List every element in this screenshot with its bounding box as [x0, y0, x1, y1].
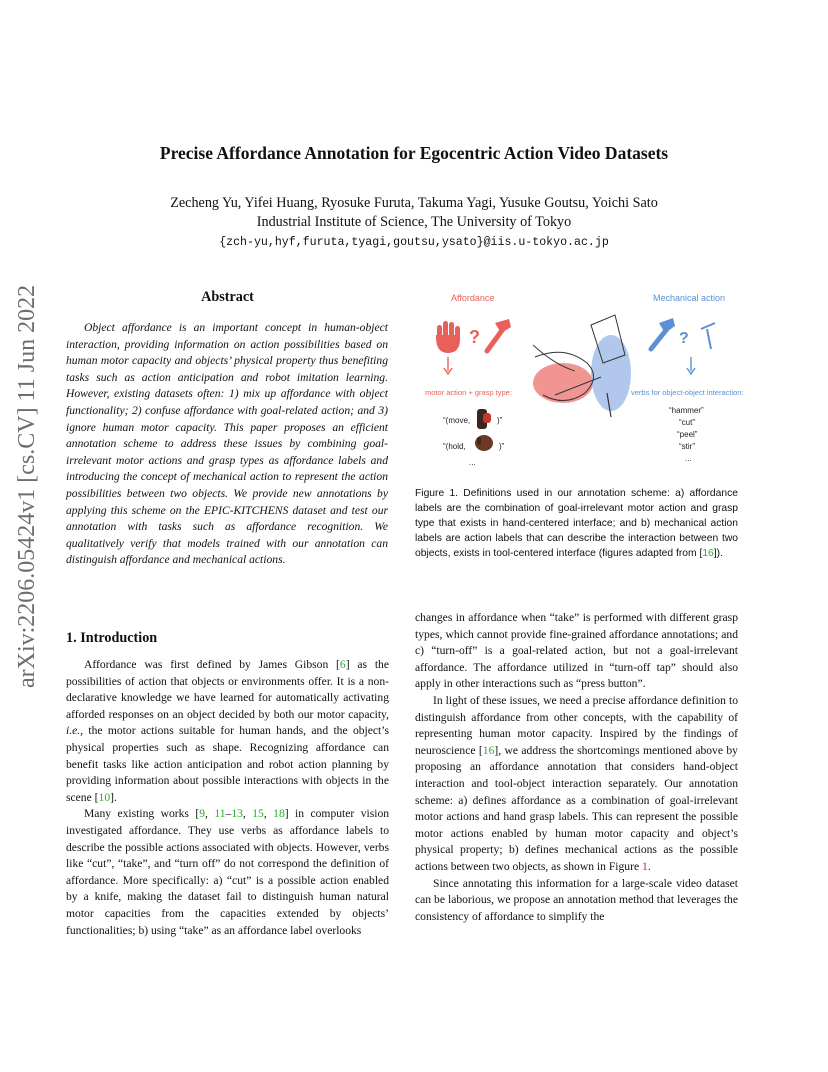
intro-paragraph-5: Since annotating this information for a large-scale video dataset can be laborious, we propose an annotation method that leverages the consistency of affordance to simplify the [415, 876, 738, 923]
nail-icon [701, 323, 715, 349]
citation-link[interactable]: 9 [199, 807, 206, 821]
figure-label-affordance: Affordance [451, 293, 495, 303]
abstract-section [66, 289, 389, 306]
figure-1-caption: Figure 1. Definitions used in our annotation scheme: a) affordance labels are the combination of goal-irrelevant motor action and grasp type that exists in hand-centered interface; and b) mechanical action labels are action labels that can describe the interaction between two objects, exists in tool-centered interface (figures adapted from [16]). [415, 488, 738, 559]
affordance-ellipsis: ... [469, 458, 476, 467]
grasp-hand-icon [477, 409, 491, 429]
intro-paragraph-1: Affordance was first defined by James Gibson [6] as the possibilities of action that objects or environments offer. It is a non-declarative knowledge we have learned for automatically activating afforded responses on an object decided by both our motor capacity, i.e., the motor actions suitable for human hands, and the object’s physical properties such as shape. Recognizing affordance can benefit tasks like action anticipation and robot action planning by providing information about possible interactions with objects in the scene [10]. [66, 658, 389, 804]
arxiv-sidebar-stamp [14, 284, 52, 690]
verb-cut: “cut” [679, 418, 695, 427]
hand-holding-hammer-illustration [533, 315, 631, 417]
figure-1-illustration [415, 285, 765, 475]
verb-stir: “stir” [679, 442, 695, 451]
affordance-example-hold: “(hold, [443, 442, 466, 451]
arxiv-identifier: arXiv:2206.05424v1 [cs.CV] 11 Jun 2022 [14, 284, 40, 688]
affordance-example-close: )” [497, 416, 503, 425]
citation-link[interactable]: 16 [702, 548, 714, 559]
verb-hammer: “hammer” [669, 406, 704, 415]
citation-link[interactable]: 18 [273, 807, 285, 821]
citation-link[interactable]: 11 [214, 807, 226, 821]
paper-title: Precise Affordance Annotation for Egocentric Action Video Datasets [159, 143, 669, 163]
figure-label-mechanical: Mechanical action [653, 293, 726, 303]
hand-icon [436, 321, 460, 353]
grasp-hand-icon [475, 435, 493, 451]
hammer-icon [651, 318, 675, 349]
affordance-example-move: “(move, [443, 416, 471, 425]
figure-label-verbs: verbs for object-object interaction: [631, 388, 744, 397]
question-mark-icon: ? [679, 330, 689, 347]
verb-peel: “peel” [677, 430, 698, 439]
question-mark-icon: ? [469, 327, 480, 347]
author-emails: {zch-yu,hyf,furuta,tyagi,goutsu,ysato}@iis.u-tokyo.ac.jp [219, 236, 609, 249]
hammer-icon [487, 319, 511, 351]
intro-left-column [66, 657, 389, 939]
figure-reference-link[interactable]: 1 [642, 859, 648, 873]
affordance-example-close: )” [499, 442, 505, 451]
introduction-section [66, 630, 389, 647]
intro-paragraph-3: changes in affordance when “take” is performed with different grasp types, which cannot provide fine-grained affordance annotations; and c) “turn-off” is a goal-related action, but not a goal-irrelevant affordance. The affordance utilized in “turn-off tap” should also apply in other interactions such as “press button”. [415, 611, 738, 691]
citation-link[interactable]: 10 [98, 790, 111, 804]
intro-paragraph-4: In light of these issues, we need a precise affordance definition to distinguish affordance from other concepts, with the capability of representing human motor capacity. Inspired by the findings of neuroscience [16], we address the shortcomings mentioned above by proposing an affordance annotation that considers hand-object interaction and tool-object interaction separately. Our annotation scheme: a) defines affordance as a combination of goal-irrelevant motor actions and hand grasp labels. This can represent the possible motor actions enabled by human motor capacity and object’s physical property; b) defines mechanical actions as the possible actions between two objects, as shown in Figure 1. [415, 693, 738, 873]
verb-ellipsis: ... [685, 454, 692, 463]
citation-link[interactable]: 13 [231, 807, 243, 821]
citation-link[interactable]: 15 [252, 807, 264, 821]
figure-label-motor-grasp: motor action + grasp type: [425, 388, 512, 397]
abstract-heading: Abstract [201, 289, 254, 305]
section-heading-introduction: 1. Introduction [66, 630, 158, 646]
figure-1 [415, 285, 765, 475]
intro-paragraph-2: Many existing works [9, 11–13, 15, 18] in computer vision investigated affordance. They use verbs as affordance labels to describe the possible actions associated with objects. However, verbs like “cut”, “take”, and “turn off” do not correspond the definition of affordance. More specifically: a) “cut” is a possible action enabled by a knife, making the dataset fail to distinguish human natural motor capacities from the capacities extended by objects’ functionalities; b) using “take” as an affordance label overlooks [66, 807, 390, 937]
affiliation: Industrial Institute of Science, The University of Tokyo [256, 214, 572, 230]
author-list: Zecheng Yu, Yifei Huang, Ryosuke Furuta, Takuma Yagi, Yusuke Goutsu, Yoichi Sato [170, 195, 658, 211]
citation-link[interactable]: 16 [482, 743, 495, 757]
citation-link[interactable]: 6 [339, 658, 346, 671]
abstract-text: Object affordance is an important concept in human-object interaction, providing information on action possibilities based on human motor capacity and objects’ physical property thus benefiting tasks such as action anticipation and robot imitation learning. However, existing datasets often: 1) mix up affordance with object functionality; 2) confuse affordance with goal-related action; and 3) ignore human motor capacity. This paper proposes an efficient annotation scheme to address these issues by combining goal-irrelevant motor actions and grasp types as affordance labels and introducing the concept of mechanical action to represent the action possibilities between two objects. We provide new annotations by applying this scheme on the EPIC-KITCHENS dataset and test our annotation with tasks such as affordance recognition. We qualitatively verify that models trained with our annotation can distinguish affordance and mechanical actions. [66, 321, 388, 567]
intro-right-column [415, 610, 738, 925]
